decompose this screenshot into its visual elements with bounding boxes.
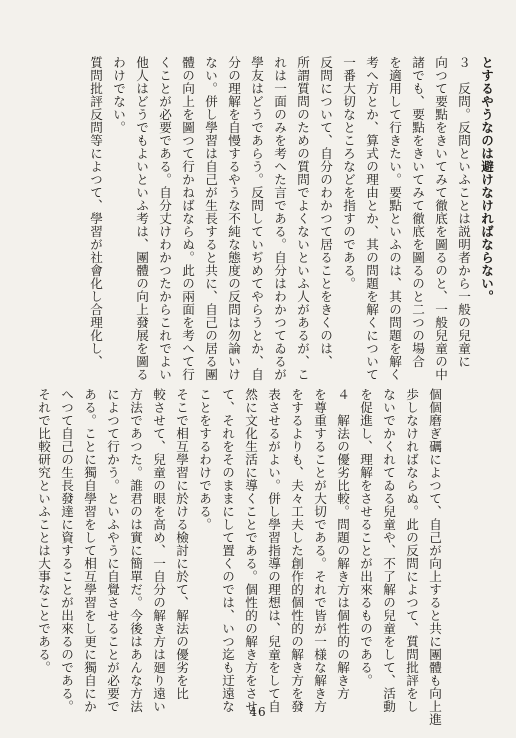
text-line: それで比較研究といふことは大事なことである。 bbox=[36, 388, 51, 674]
page-number: 46 bbox=[249, 705, 267, 719]
text-line: ない。併し學習は自己が生長すると共に、自己の居る團 bbox=[203, 56, 218, 381]
text-line: 體の向上を圖つて行かねばならぬ。此の兩面を考へて行 bbox=[180, 56, 195, 381]
text-line: ４ 解法の優劣比較。問題の解き方は個性的の解き方 bbox=[335, 388, 350, 700]
text-line: 表させるがよい。併し學習指導の理想は、兒童をして自 bbox=[266, 388, 281, 713]
text-line: をするよりも、夫々工夫した創作的個性的の解き方を發 bbox=[289, 388, 304, 713]
text-line: ある。ことに獨自學習をして相互學習をし更に獨自にか bbox=[82, 388, 97, 713]
text-line: れは一面のみを考へた言である。自分はわかつてゐるが bbox=[272, 56, 287, 381]
text-line: 他人はどうでもよいといふ考は、團體の向上發展を圖る bbox=[134, 56, 149, 381]
text-line: へつて自己の生長發達に資することが出來るのである。 bbox=[59, 388, 74, 713]
text-line: 較させて、兒童の眼を高め、一自分の解き方は廻り遠い bbox=[151, 388, 166, 713]
text-line: を適用して行きたい。要點といふのは、其の問題を解く bbox=[387, 56, 402, 381]
text-line: 一番大切なところなどを指すのである。 bbox=[341, 56, 356, 290]
text-line: 所謂質問のための質問でよくないといふ人があるが、こ bbox=[295, 56, 310, 381]
text-line: を促進し、理解をさせることが出來るものである。 bbox=[358, 388, 373, 687]
text-line: て、それをそのままにして置くのでは、いつ迄も迂遠な bbox=[220, 388, 235, 713]
text-line: ことをするわけである。 bbox=[197, 388, 212, 531]
text-line: ３ 反問。反問といふことは説明者から一般の兒童に bbox=[456, 56, 471, 368]
text-line: 考へ方とか、算式の理由とか、其の問題を解くについて bbox=[364, 56, 379, 381]
text-line: 反問について、自分のわかつて居ることをきくのは、 bbox=[318, 56, 333, 368]
text-line: ないでかくれてゐる兒童や、不了解の兒童をして、活動 bbox=[381, 388, 396, 713]
text-line: 個個磨ぎ礪によつて、自己が向上すると共に團體も向上進 bbox=[427, 388, 442, 726]
text-line: 諸でも、要點をきいてみて徹底を圖るのと二つの場合 bbox=[410, 56, 425, 368]
text-line: 學友はどうであらう。反問していぢめてやらうとか、自 bbox=[249, 56, 264, 381]
text-line: 然に文化生活に導くことである。個性的の解き方をさせ bbox=[243, 388, 258, 713]
text-line: を尊重することが大切である。それで皆が一様な解き方 bbox=[312, 388, 327, 713]
upper-text-block bbox=[1, 56, 498, 381]
text-line: 分の理解を自慢するやうな不純な態度の反問は勿論いけ bbox=[226, 56, 241, 381]
text-line: とするやうなのは避けなければならない。 bbox=[479, 56, 494, 303]
text-line: 方法であつた。誰君のは實に簡單だ。今後はあんな方法 bbox=[128, 388, 143, 713]
text-line: 質問批評反問等によつて、學習が社會化し合理化し、 bbox=[88, 56, 103, 368]
text-line: によつて行かう。といふやうに自覺させることが必要で bbox=[105, 388, 120, 713]
text-line: 向つて要點をきいてみて徹底を圖るのと、一般兒童の中 bbox=[433, 56, 448, 381]
text-line: くことが必要である。自分丈けわかつたからこれでよい bbox=[157, 56, 172, 381]
text-line: そこで相互學習に於ける檢討に於て、解法の優劣を比 bbox=[174, 388, 189, 700]
text-line: 歩しなければならぬ。此の反問によつて、質問批評をし bbox=[404, 388, 419, 713]
text-line: わけでない。 bbox=[111, 56, 126, 134]
